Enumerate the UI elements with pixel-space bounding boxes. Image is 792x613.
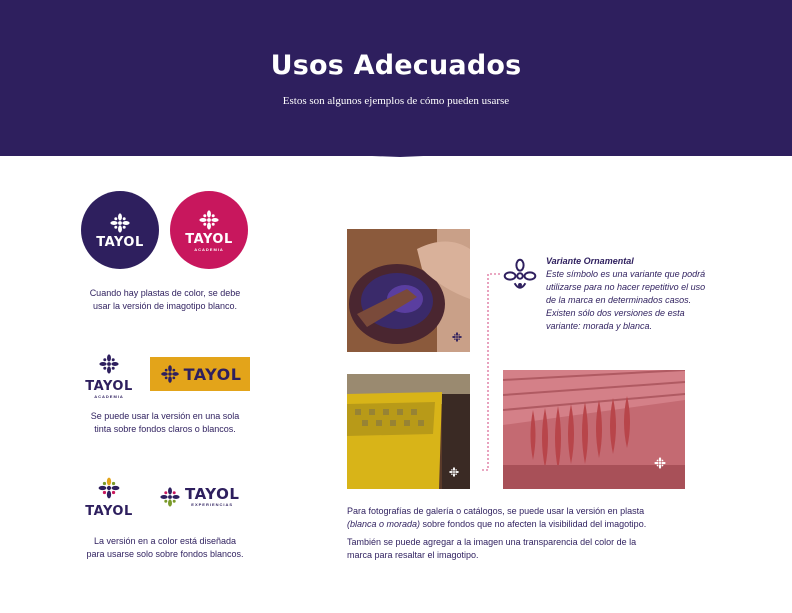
logo-experiencias-label: EXPERIENCIAS <box>191 502 234 507</box>
logo-wordmark: TAYOL <box>185 485 240 503</box>
caption-white-version: Cuando hay plastas de color, se debe usar la versión de imagotipo blanco. <box>89 288 241 311</box>
caption-color-version: La versión en a color está diseñada para usarse solo sobre fondos blancos. <box>86 536 244 559</box>
logo-tayol-academia-purple <box>84 352 134 399</box>
page-subtitle: Estos son algunos ejemplos de cómo pueden usarse <box>282 95 510 107</box>
flower-color-icon <box>158 485 182 509</box>
gallery-usage-paragraph: Para fotografías de galería o catálogos, se puede usar la versión en plasta (blanca o morada) sobre fondos que no afecten la visibilidad del imagotipo. <box>347 506 647 529</box>
variant-note: Variante Ornamental Este símbolo es una variante que podrá utilizarse para no hacer repetitivo el uso de la marca en determinados casos. Existen sólo dos versiones de esta variante: morada y blanca. <box>546 255 746 333</box>
logo-wordmark: TAYOL <box>96 234 144 250</box>
photo-peppers <box>503 370 685 489</box>
variant-title: Variante Ornamental <box>546 256 634 266</box>
connector-line <box>480 270 510 475</box>
watermark-flower-icon <box>448 466 460 478</box>
watermark-flower-icon <box>653 456 667 470</box>
flower-icon <box>159 363 181 385</box>
logo-wordmark: TAYOL <box>85 379 133 394</box>
page-title: Usos Adecuados <box>270 50 522 81</box>
flower-color-icon <box>96 475 122 501</box>
logo-wordmark: TAYOL <box>185 232 233 247</box>
photo-cushion <box>347 374 470 489</box>
logo-academia-label: ACADEMIA <box>94 394 124 399</box>
header-brush-edge <box>0 150 792 160</box>
logo-circle-purple <box>81 191 159 269</box>
flower-icon <box>108 211 132 235</box>
caption-one-ink: Se puede usar la versión en una sola tinta sobre fondos claros o blancos. <box>90 411 240 434</box>
photo-peppers-art <box>503 370 685 489</box>
transparency-paragraph: También se puede agregar a la imagen una transparencia del color de la marca para resaltar el imagotipo. <box>347 537 637 560</box>
logo-academia-label: ACADEMIA <box>194 247 224 252</box>
watermark-flower-icon <box>451 331 463 343</box>
ornamental-variant-icon <box>502 258 538 294</box>
logo-circle-magenta <box>170 191 248 269</box>
logo-tayol-gold-block <box>150 357 250 391</box>
flower-icon <box>97 352 121 376</box>
logo-tayol-experiencias <box>158 483 250 511</box>
logo-wordmark: TAYOL <box>85 504 133 519</box>
logo-wordmark: TAYOL <box>183 364 242 384</box>
photo-molcajete <box>347 229 470 352</box>
logo-tayol-color <box>84 475 134 519</box>
flower-icon <box>197 208 221 232</box>
